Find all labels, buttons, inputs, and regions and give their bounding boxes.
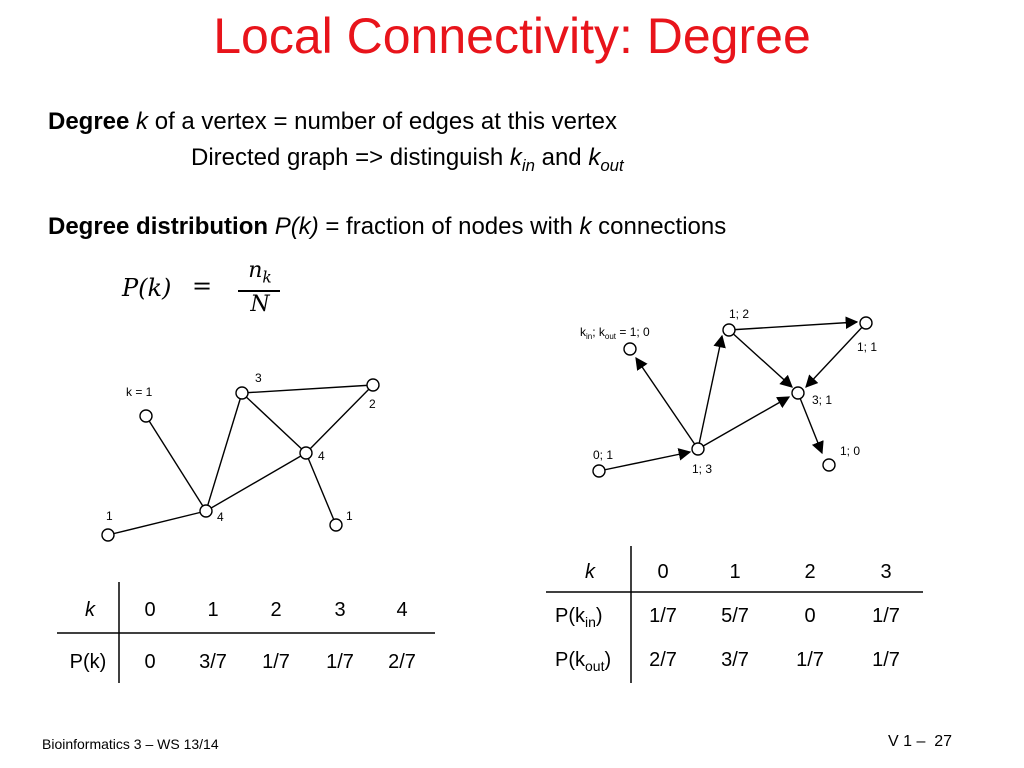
table-cell: 1/7 bbox=[872, 649, 900, 671]
table-cell: 3 bbox=[880, 561, 892, 583]
table-cell: 1 bbox=[729, 561, 741, 583]
table-cell: 0 bbox=[144, 599, 156, 621]
node bbox=[723, 324, 735, 336]
node bbox=[367, 379, 379, 391]
formula-equals: = bbox=[192, 272, 213, 300]
table-cell: 0 bbox=[657, 561, 669, 583]
node bbox=[593, 465, 605, 477]
table-cell: 1/7 bbox=[326, 651, 354, 673]
directed-edge bbox=[729, 330, 792, 387]
table-cell: 1 bbox=[207, 599, 219, 621]
node-label: 1 bbox=[106, 509, 113, 523]
table-cell: 2 bbox=[804, 561, 816, 583]
edge bbox=[242, 385, 373, 393]
and-text: and bbox=[534, 144, 589, 171]
table-row-label-pkin: $P(k_{in})$ bbox=[555, 605, 603, 630]
table-cell: 2 bbox=[270, 599, 282, 621]
node-label: 4 bbox=[318, 449, 325, 463]
table-cell: 0 bbox=[804, 605, 816, 627]
node-label: 1; 1 bbox=[857, 340, 878, 354]
table-cell: 1/7 bbox=[872, 605, 900, 627]
table-cell: 3 bbox=[334, 599, 346, 621]
distribution-text-2: connections bbox=[591, 213, 727, 240]
table-cell: 5/7 bbox=[721, 605, 749, 627]
footer-version-prefix: V 1 – bbox=[888, 733, 926, 750]
undirected-graph bbox=[108, 385, 373, 535]
table-cell: 1/7 bbox=[649, 605, 677, 627]
degree-k: k bbox=[136, 108, 149, 135]
table-cell: 2/7 bbox=[388, 651, 416, 673]
table-cell: 3/7 bbox=[721, 649, 749, 671]
node bbox=[300, 447, 312, 459]
kin-kout-label: $k_{in}$; $k_{out} = 1$; 0 bbox=[580, 325, 650, 341]
edge bbox=[242, 393, 306, 453]
footer-version bbox=[888, 733, 952, 751]
directed-text: Directed graph => distinguish bbox=[191, 144, 510, 171]
table-cell: 4 bbox=[396, 599, 408, 621]
k-out: $k_{out}$ bbox=[588, 144, 624, 175]
degree-term: Degree bbox=[48, 108, 130, 135]
directed-edge bbox=[636, 358, 698, 449]
table-cell: 1/7 bbox=[796, 649, 824, 671]
node-label: k = 1 bbox=[126, 385, 153, 399]
node-label: 1; 2 bbox=[729, 307, 750, 321]
directed-edge bbox=[698, 336, 722, 449]
table-cell: 3/7 bbox=[199, 651, 227, 673]
formula-numerator: $n_k$ bbox=[248, 258, 272, 287]
node-label: 1 bbox=[346, 509, 353, 523]
node-label: 0; 1 bbox=[593, 448, 614, 462]
dist-k: k bbox=[579, 213, 592, 240]
node bbox=[860, 317, 872, 329]
table-cell: 0 bbox=[144, 651, 156, 673]
edge bbox=[306, 453, 336, 525]
formula-denominator: N bbox=[250, 292, 270, 317]
slide-title: Local Connectivity: Degree bbox=[213, 8, 811, 64]
pk-symbol: P(k) bbox=[274, 213, 319, 240]
edge bbox=[108, 511, 206, 535]
directed-edge bbox=[806, 323, 866, 387]
k-in: $k_{in}$ bbox=[509, 144, 535, 175]
node-label: 4 bbox=[217, 510, 224, 524]
node bbox=[823, 459, 835, 471]
node bbox=[692, 443, 704, 455]
node bbox=[102, 529, 114, 541]
distribution-text-1: = fraction of nodes with bbox=[318, 213, 580, 240]
edge bbox=[306, 385, 373, 453]
formula-lhs: P(k) bbox=[122, 274, 172, 302]
table-row-label-pk: P(k) bbox=[69, 651, 107, 673]
distribution-term: Degree distribution bbox=[48, 213, 275, 240]
directed-edge bbox=[729, 322, 857, 330]
node-label: 1; 0 bbox=[840, 444, 861, 458]
footer-course: Bioinformatics 3 – WS 13/14 bbox=[42, 736, 219, 752]
node bbox=[792, 387, 804, 399]
table-row-label-pkout: $P(k_{out})$ bbox=[555, 649, 612, 674]
node bbox=[330, 519, 342, 531]
degree-definition-text: of a vertex = number of edges at this vertex bbox=[148, 108, 617, 135]
undirected-nodes bbox=[102, 379, 379, 541]
node-label: 2 bbox=[369, 397, 376, 411]
node bbox=[236, 387, 248, 399]
table-row-label-k: k bbox=[85, 599, 95, 621]
table-cell: 2/7 bbox=[649, 649, 677, 671]
table-row-label-k: k bbox=[585, 561, 595, 583]
directed-edge bbox=[698, 397, 789, 449]
node bbox=[200, 505, 212, 517]
page-number: 27 bbox=[934, 733, 953, 750]
node-label: 1; 3 bbox=[692, 462, 713, 476]
table-cell: 1/7 bbox=[262, 651, 290, 673]
edge bbox=[146, 416, 206, 511]
node-label: 3 bbox=[255, 371, 262, 385]
node-label: 3; 1 bbox=[812, 393, 833, 407]
node bbox=[140, 410, 152, 422]
node bbox=[624, 343, 636, 355]
